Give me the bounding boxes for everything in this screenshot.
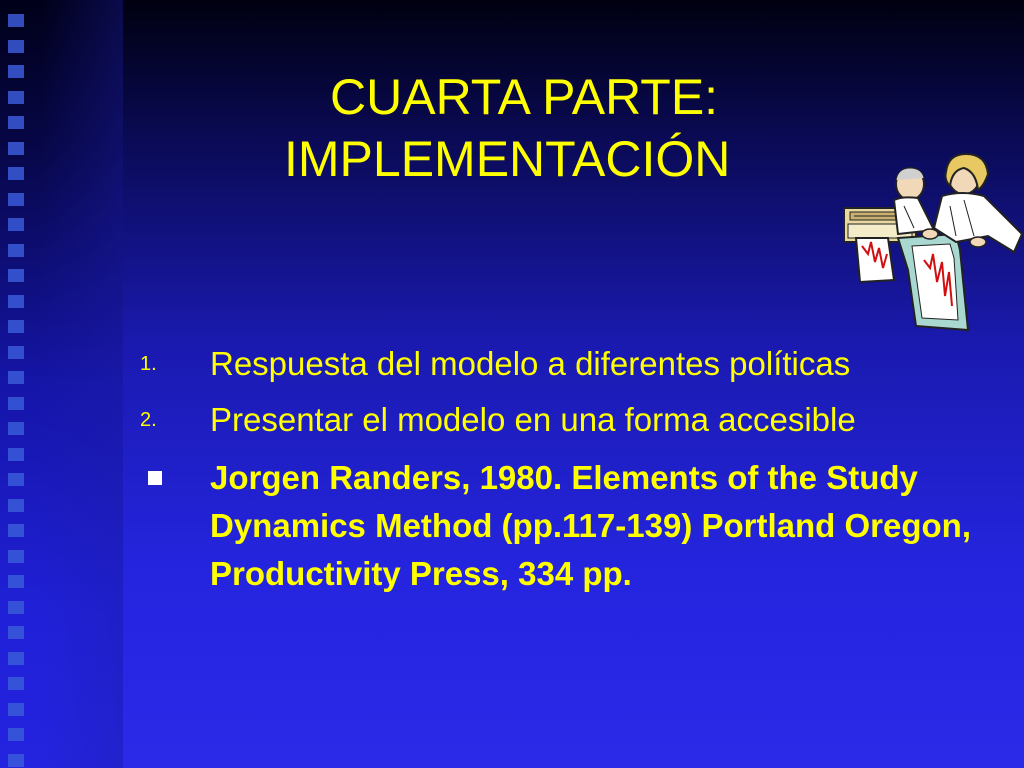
decorative-square	[8, 754, 24, 767]
list-item-text: Respuesta del modelo a diferentes políticas	[210, 345, 851, 382]
decorative-square	[8, 14, 24, 27]
square-bullet-icon	[148, 471, 162, 485]
decorative-square	[8, 728, 24, 741]
side-band-glow	[40, 0, 123, 768]
decorative-square	[8, 448, 24, 461]
reference-text: Jorgen Randers, 1980. Elements of the Study Dynamics Method (pp.117-139) Portland Oregon, Productivity Press, 334 pp.	[210, 459, 971, 592]
decorative-square	[8, 218, 24, 231]
decorative-square	[8, 473, 24, 486]
title-line-2: IMPLEMENTACIÓN	[284, 131, 731, 187]
decorative-square	[8, 677, 24, 690]
decorative-square	[8, 346, 24, 359]
decorative-squares	[8, 0, 28, 768]
list-item-text: Presentar el modelo en una forma accesible	[210, 401, 856, 438]
reference-item	[140, 454, 1000, 598]
slide-title	[190, 66, 890, 190]
decorative-square	[8, 422, 24, 435]
decorative-square	[8, 626, 24, 639]
decorative-side-band	[0, 0, 123, 768]
decorative-square	[8, 295, 24, 308]
decorative-square	[8, 550, 24, 563]
title-line-1: CUARTA PARTE:	[330, 69, 719, 125]
decorative-square	[8, 167, 24, 180]
list-number: 2.	[140, 409, 157, 431]
decorative-square	[8, 499, 24, 512]
decorative-square	[8, 116, 24, 129]
decorative-square	[8, 320, 24, 333]
list-number: 1.	[140, 353, 157, 375]
decorative-square	[8, 575, 24, 588]
decorative-square	[8, 65, 24, 78]
list-item	[140, 340, 1000, 388]
decorative-square	[8, 142, 24, 155]
decorative-square	[8, 524, 24, 537]
decorative-square	[8, 371, 24, 384]
decorative-square	[8, 652, 24, 665]
decorative-square	[8, 703, 24, 716]
content-list	[140, 340, 1000, 606]
decorative-square	[8, 40, 24, 53]
decorative-square	[8, 397, 24, 410]
scientists-chart-clipart	[838, 150, 1024, 335]
decorative-square	[8, 269, 24, 282]
decorative-square	[8, 244, 24, 257]
decorative-square	[8, 601, 24, 614]
list-item	[140, 396, 1000, 444]
decorative-square	[8, 193, 24, 206]
decorative-square	[8, 91, 24, 104]
